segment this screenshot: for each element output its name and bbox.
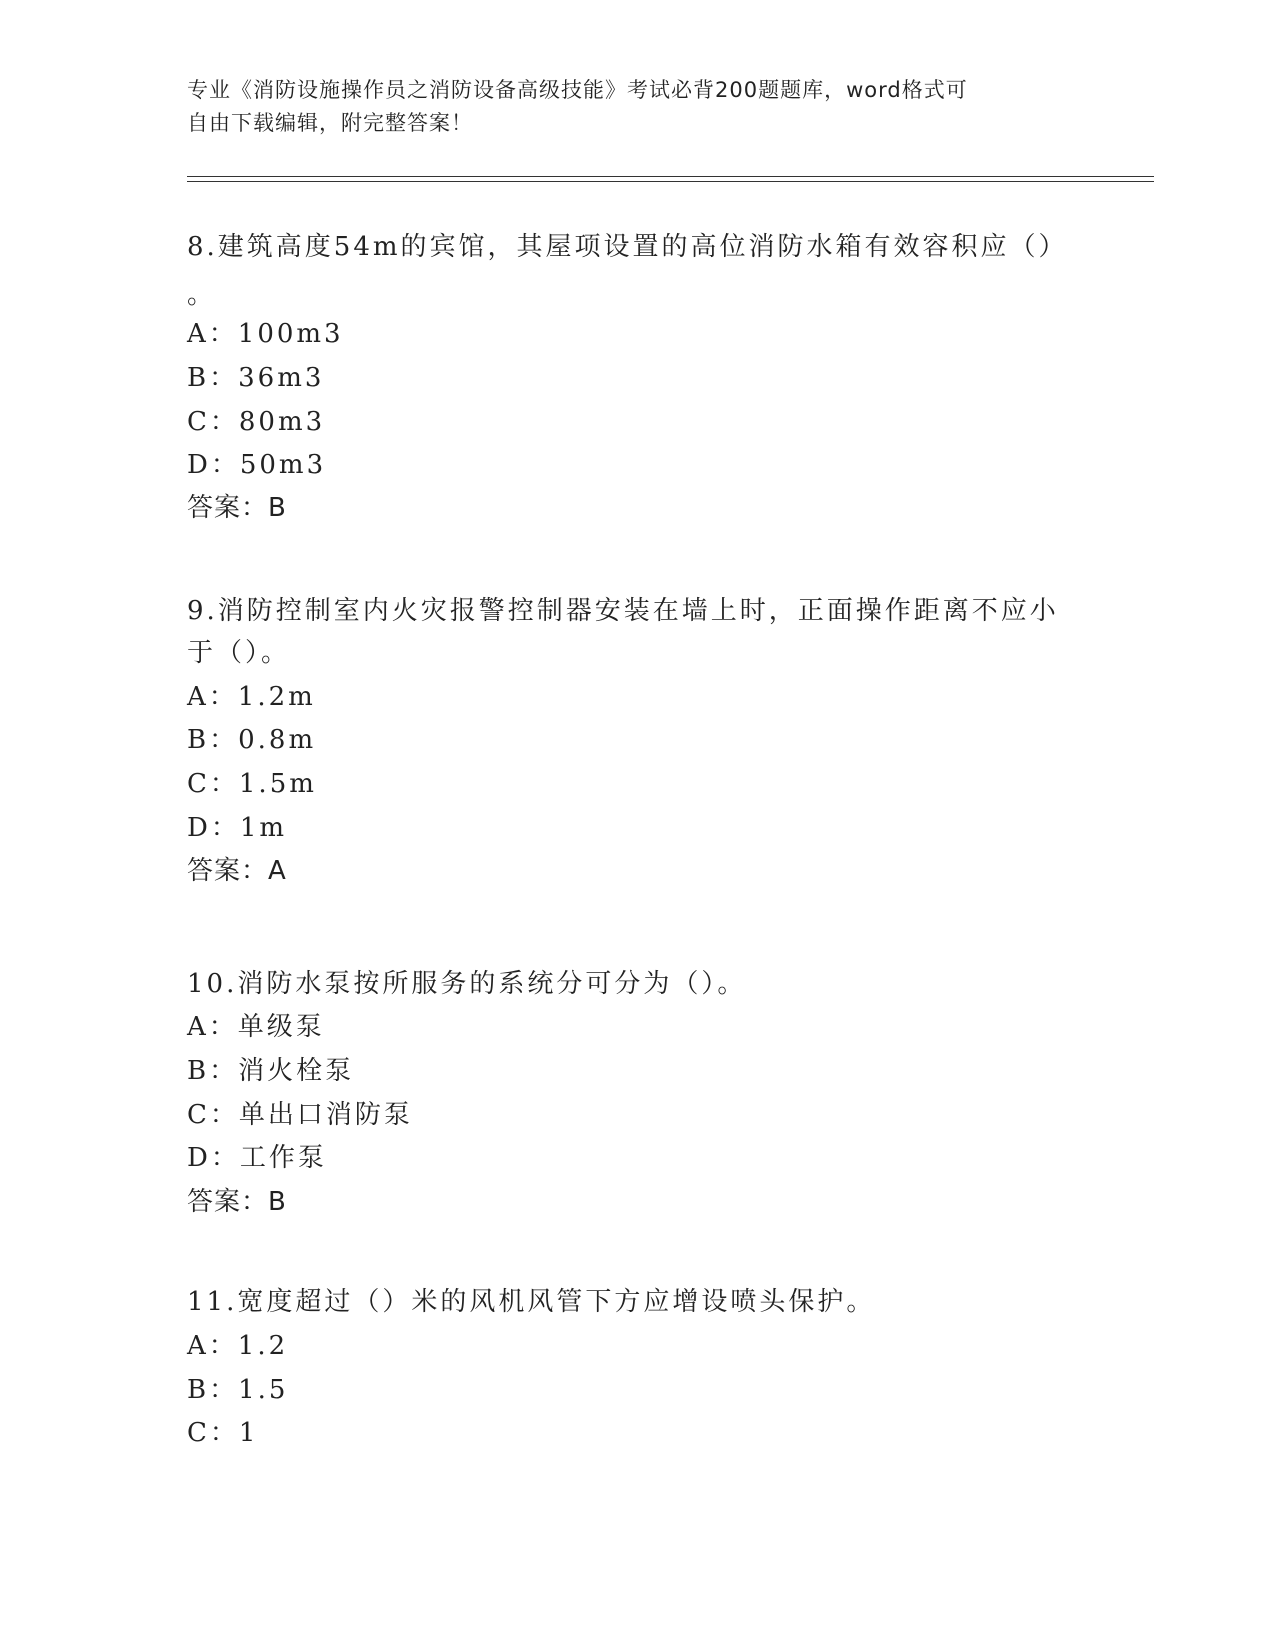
question-stem: 11.宽度超过（）米的风机风管下方应增设喷头保护。 [187,1287,876,1317]
question-stem: 8.建筑高度54m的宾馆，其屋项设置的高位消防水箱有效容积应（） [187,232,1068,262]
answer-label: 答案：B [187,1187,287,1217]
document-header [187,74,1067,140]
header-line-1: 专业《消防设施操作员之消防设备高级技能》考试必背200题题库，word格式可 [187,78,968,102]
option-d: D：1m [187,813,288,843]
option-c: C：1 [187,1418,259,1448]
header-line-2: 自由下载编辑，附完整答案！ [187,111,473,135]
option-b: B：0.8m [187,725,317,755]
option-a: A：100m3 [187,319,344,349]
option-c: C：80m3 [187,407,326,437]
option-d: D：工作泵 [187,1143,327,1173]
option-b: B：消火栓泵 [187,1056,355,1086]
header-divider-bottom [187,181,1154,182]
question-stem: 10.消防水泵按所服务的系统分可分为（）。 [187,969,747,999]
answer-label: 答案：A [187,856,287,886]
option-c: C：单出口消防泵 [187,1100,413,1130]
answer-label: 答案：B [187,493,287,523]
option-b: B：36m3 [187,363,325,393]
option-b: B：1.5 [187,1375,289,1405]
option-a: A：1.2m [187,682,316,712]
question-stem-continued: 于（）。 [187,638,291,668]
option-a: A：1.2 [187,1331,289,1361]
question-stem-continued: 。 [187,280,217,310]
option-c: C：1.5m [187,769,317,799]
option-a: A：单级泵 [187,1012,325,1042]
question-stem: 9.消防控制室内火灾报警控制器安装在墙上时，正面操作距离不应小 [187,596,1059,626]
option-d: D：50m3 [187,450,327,480]
header-divider-top [187,176,1154,177]
